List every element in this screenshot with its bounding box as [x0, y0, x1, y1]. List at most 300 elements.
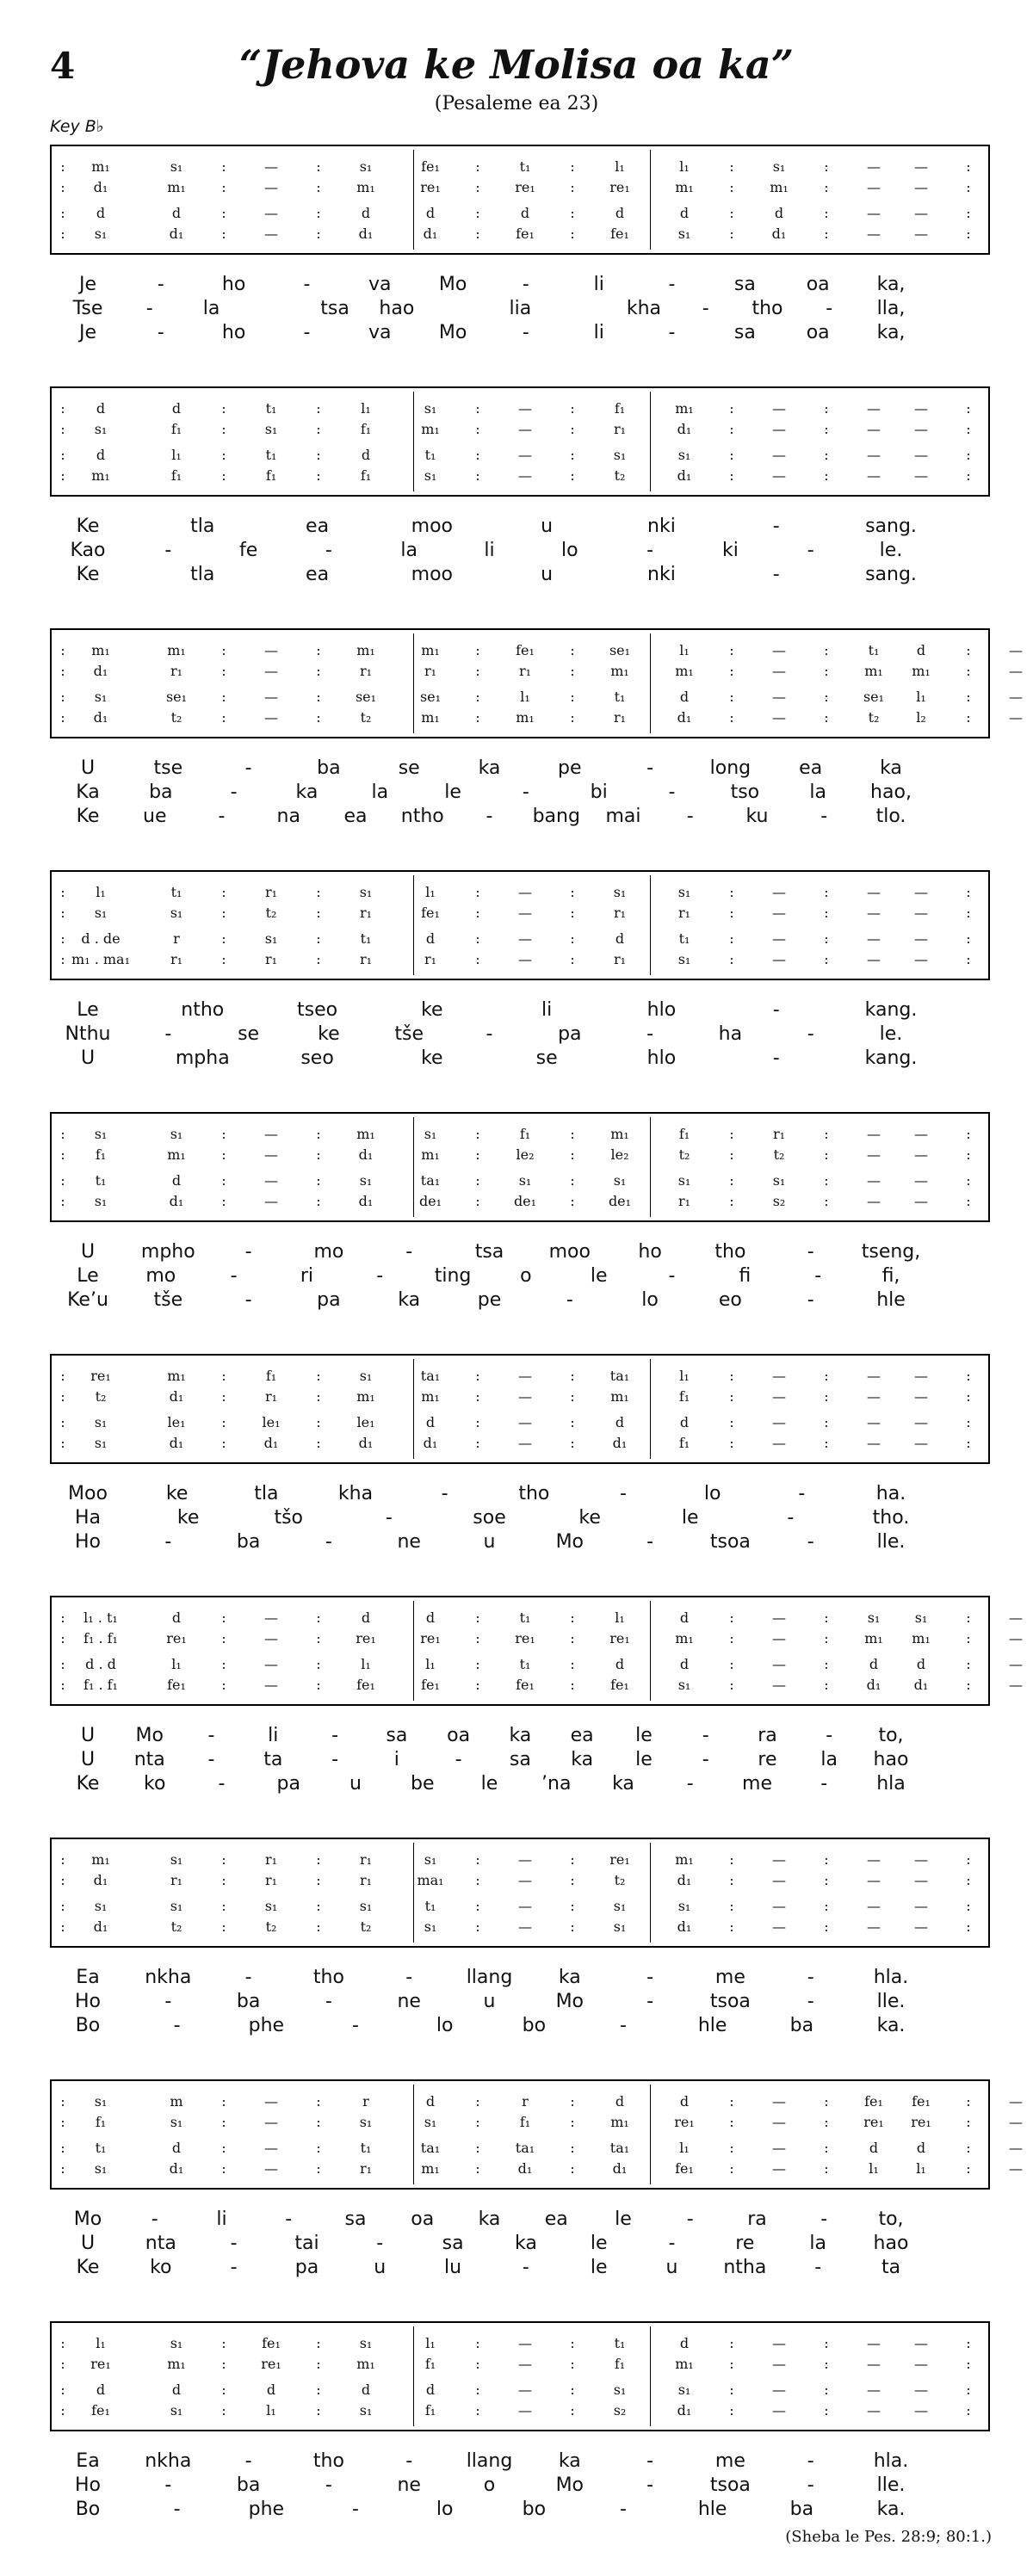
solfa-note: — [914, 158, 928, 175]
solfa-note: d [916, 1656, 926, 1672]
solfa-note: : [221, 663, 226, 679]
solfa-note: : [729, 1435, 734, 1451]
solfa-note: : [475, 2160, 480, 2177]
solfa-note: : [729, 642, 734, 658]
solfa-note: : [570, 689, 575, 705]
lyric-syllable: Ho [74, 2474, 102, 2496]
solfa-note: r₁ [613, 951, 627, 967]
solfa-note: — [914, 421, 928, 437]
solfa-note: t₁ [265, 400, 277, 417]
solfa-note: s₁ [94, 2093, 108, 2110]
solfa-note: : [966, 179, 971, 195]
solfa-note: : [475, 905, 480, 921]
solfa-note: : [570, 447, 575, 463]
solfa-note: : [966, 400, 971, 417]
solfa-note: f₁ [170, 467, 182, 484]
lyric-syllable: ea [544, 2208, 568, 2230]
solfa-note: : [729, 951, 734, 967]
solfa-note: — [518, 2335, 532, 2351]
solfa-note: r₁ [359, 1872, 373, 1888]
lyric-syllable: le [444, 781, 461, 803]
solfa-note: : [570, 2402, 575, 2418]
lyric-syllable: - [244, 1241, 252, 1263]
solfa-note: d₁ [93, 179, 108, 195]
solfa-note: m₁ [864, 1630, 883, 1646]
lyric-syllable: ba [317, 757, 341, 779]
solfa-note: d₁ [771, 225, 787, 242]
solfa-note: r₁ [170, 663, 183, 679]
solfa-note: — [772, 2114, 786, 2130]
solfa-note: ta₁ [420, 2140, 441, 2156]
solfa-note: : [966, 205, 971, 221]
lyric-syllable: hao [873, 1749, 909, 1770]
solfa-note: — [772, 1656, 786, 1672]
solfa-note: d [679, 2335, 690, 2351]
solfa-note: l₁ [679, 2140, 690, 2156]
solfa-note: : [221, 1388, 226, 1405]
lyric-syllable: tla [190, 516, 215, 537]
lyric-syllable: sa [733, 322, 756, 343]
solfa-note: — [772, 1918, 786, 1935]
solfa-note: : [729, 1193, 734, 1209]
solfa-note: : [60, 1414, 65, 1430]
lyric-syllable: - [787, 1507, 795, 1529]
lyric-syllable: - [620, 2015, 627, 2036]
lyric-syllable: U [80, 757, 96, 779]
solfa-note: s₂ [613, 2402, 627, 2418]
solfa-note: : [966, 1851, 971, 1868]
solfa-note: r₁ [359, 951, 373, 967]
solfa-note: — [772, 421, 786, 437]
solfa-note: : [966, 2114, 971, 2130]
lyric-syllable: ko [144, 1773, 166, 1795]
lyric-syllable: le [615, 2208, 632, 2230]
solfa-note: : [316, 663, 321, 679]
solfa-note: — [518, 1388, 532, 1405]
solfa-note: — [914, 2356, 928, 2372]
solfa-note: : [966, 1388, 971, 1405]
solfa-note: — [264, 2140, 278, 2156]
solfa-note: l₂ [916, 709, 926, 726]
solfa-note: r [362, 2093, 369, 2110]
solfa-note: : [824, 1677, 829, 1693]
lyric-syllable: U [80, 1047, 96, 1069]
solfa-note: r₁ [359, 905, 373, 921]
solfa-note: — [518, 930, 532, 947]
barline [650, 1601, 651, 1701]
solfa-note: d [425, 1414, 436, 1430]
lyric-syllable: lle. [876, 1991, 906, 2012]
solfa-note: : [475, 1656, 480, 1672]
barline [413, 633, 414, 733]
lyric-syllable: - [814, 1265, 822, 1287]
lyric-syllable: fi [739, 1265, 752, 1287]
solfa-note: — [264, 2160, 278, 2177]
solfa-note: re₁ [356, 1630, 376, 1646]
lyric-syllable: sa [386, 1725, 408, 1746]
solfa-note: — [518, 1435, 532, 1451]
solfa-note: — [772, 930, 786, 947]
footer-reference: (Sheba le Pes. 28:9; 80:1.) [785, 2528, 992, 2546]
solfa-note: : [60, 1172, 65, 1189]
solfa-note: m₁ [610, 663, 629, 679]
solfa-note: — [1009, 2114, 1023, 2130]
lyric-syllable: ke [176, 1507, 200, 1529]
solfa-note: : [60, 884, 65, 900]
lyric-syllable: pa [276, 1773, 300, 1795]
lyric-syllable: ka [880, 757, 902, 779]
lyric-syllable: sa [733, 274, 756, 295]
solfa-note: : [570, 1193, 575, 1209]
lyric-syllable: long [709, 757, 752, 779]
lyric-syllable: phe [248, 2015, 285, 2036]
lyric-syllable: - [807, 1289, 814, 1311]
solfa-note: f₁ [265, 1368, 277, 1384]
lyric-syllable: Bo [75, 2499, 101, 2520]
solfa-note: s₁ [94, 1898, 108, 1914]
solfa-note: — [867, 1851, 881, 1868]
solfa-note: : [60, 1872, 65, 1888]
solfa-note: s₁ [914, 1609, 928, 1626]
solfa-note: : [60, 642, 65, 658]
solfa-note: : [824, 447, 829, 463]
solfa-note: : [316, 421, 321, 437]
lyric-syllable: Moo [68, 1483, 108, 1504]
solfa-note: : [60, 447, 65, 463]
solfa-note: t₂ [265, 1918, 277, 1935]
solfa-note: : [60, 2335, 65, 2351]
solfa-note: — [1009, 1677, 1023, 1693]
solfa-note: d₁ [612, 1435, 628, 1451]
lyric-syllable: la [820, 1749, 838, 1770]
solfa-note: s₁ [613, 884, 627, 900]
lyric-syllable: mpho [140, 1241, 195, 1263]
solfa-note: — [1009, 1656, 1023, 1672]
barline [650, 1843, 651, 1943]
solfa-note: r₁ [264, 1872, 278, 1888]
solfa-note: f₁ [678, 1435, 690, 1451]
solfa-note: d [96, 2381, 106, 2398]
solfa-note: fe₁ [167, 1677, 186, 1693]
solfa-note: t₂ [614, 1872, 626, 1888]
lyric-syllable: le. [879, 1023, 903, 1045]
lyric-syllable: ke [421, 999, 443, 1021]
solfa-note: : [475, 2140, 480, 2156]
solfa-note: — [1009, 709, 1023, 726]
lyric-syllable: ka, [876, 322, 906, 343]
lyric-syllable: - [646, 1531, 654, 1553]
solfa-note: : [475, 179, 480, 195]
solfa-note: — [772, 884, 786, 900]
solfa-note: m₁ [167, 1146, 186, 1163]
solfa-note: : [475, 1898, 480, 1914]
solfa-note: : [966, 905, 971, 921]
solfa-note: — [914, 1435, 928, 1451]
solfa-note: : [316, 400, 321, 417]
solfa-note: — [264, 205, 278, 221]
solfa-note: — [264, 2093, 278, 2110]
solfa-note: re₁ [609, 1630, 630, 1646]
lyric-syllable: Bo [75, 2015, 101, 2036]
solfa-note: : [475, 1918, 480, 1935]
solfa-note: : [824, 709, 829, 726]
solfa-note: : [316, 1898, 321, 1914]
solfa-note: — [914, 1872, 928, 1888]
lyric-syllable: ea [570, 1725, 594, 1746]
lyric-syllable: fi, [881, 1265, 900, 1287]
solfa-note: r₁ [359, 1851, 373, 1868]
solfa-note: s₁ [424, 1851, 437, 1868]
lyric-syllable: ba [149, 781, 173, 803]
solfa-note: : [475, 1609, 480, 1626]
solfa-note: ma₁ [417, 1872, 444, 1888]
solfa-note: m₁ [675, 1851, 694, 1868]
solfa-note: — [772, 2381, 786, 2398]
solfa-note: l₁ [361, 400, 371, 417]
lyric-syllable: nkha [145, 2450, 192, 2472]
solfa-note: : [570, 2114, 575, 2130]
solfa-note: t₁ [265, 447, 277, 463]
solfa-note: — [914, 1172, 928, 1189]
solfa-note: — [914, 467, 928, 484]
lyric-syllable: eo [718, 1289, 742, 1311]
solfa-note: s₁ [424, 1126, 437, 1142]
lyric-syllable: - [702, 1749, 709, 1770]
solfa-note: — [518, 905, 532, 921]
lyric-syllable: pa [558, 1023, 582, 1045]
lyric-syllable: lo [703, 1483, 721, 1504]
lyric-syllable: kang. [864, 1047, 918, 1069]
solfa-note: — [867, 951, 881, 967]
solfa-note: : [316, 1630, 321, 1646]
solfa-note: — [1009, 663, 1023, 679]
solfa-note: : [60, 205, 65, 221]
solfa-note: : [824, 400, 829, 417]
lyric-syllable: oa [806, 274, 830, 295]
solfa-note: — [914, 400, 928, 417]
lyric-syllable: tai [294, 2233, 319, 2254]
solfa-note: : [221, 951, 226, 967]
solfa-note: : [60, 421, 65, 437]
solfa-note: s₁ [613, 447, 627, 463]
solfa-note: : [221, 642, 226, 658]
solfa-note: d [171, 1172, 182, 1189]
solfa-note: s₁ [94, 1414, 108, 1430]
lyric-syllable: me [714, 1967, 745, 1988]
solfa-note: : [729, 1677, 734, 1693]
lyric-syllable: hlo [646, 1047, 677, 1069]
solfa-note: — [1009, 1630, 1023, 1646]
solfa-note: : [966, 2140, 971, 2156]
lyric-syllable: ntho [181, 999, 225, 1021]
solfa-note: fe₁ [912, 2093, 931, 2110]
lyric-syllable: lo [561, 540, 578, 561]
lyric-syllable: - [686, 806, 694, 827]
lyric-syllable: hle [697, 2015, 727, 2036]
solfa-note: : [221, 1368, 226, 1384]
solfa-note: — [914, 1368, 928, 1384]
lyric-syllable: to, [878, 1725, 904, 1746]
solfa-note: — [264, 1609, 278, 1626]
solfa-note: d [869, 1656, 879, 1672]
solfa-note: t₁ [614, 689, 626, 705]
solfa-note: : [729, 400, 734, 417]
lyric-syllable: mai [605, 806, 641, 827]
solfa-note: : [824, 2356, 829, 2372]
solfa-note: s₁ [170, 158, 183, 175]
solfa-note: : [824, 179, 829, 195]
solfa-note: : [729, 1898, 734, 1914]
lyric-syllable: ko [150, 2257, 172, 2278]
solfa-note: — [264, 225, 278, 242]
solfa-note: : [60, 467, 65, 484]
lyric-syllable: - [164, 2474, 172, 2496]
lyric-syllable: Je [78, 322, 97, 343]
solfa-note: — [1009, 2160, 1023, 2177]
barline [650, 1117, 651, 1217]
solfa-note: — [772, 951, 786, 967]
solfa-note: l₁ [679, 158, 690, 175]
solfa-note: d₁ [93, 1872, 108, 1888]
solfa-note: m₁ [675, 179, 694, 195]
solfa-note: : [221, 689, 226, 705]
solfa-note: m₁ [356, 179, 375, 195]
solfa-note: : [966, 663, 971, 679]
solfa-note: : [60, 1435, 65, 1451]
solfa-note: — [914, 1898, 928, 1914]
solfa-note: : [60, 179, 65, 195]
lyric-syllable: ka [478, 2208, 501, 2230]
solfa-note: m₁ [421, 709, 440, 726]
solfa-note: : [475, 1630, 480, 1646]
solfa-note: : [60, 1898, 65, 1914]
solfa-note: fe₁ [675, 2160, 694, 2177]
lyric-syllable: ba [236, 1991, 261, 2012]
solfa-note: : [475, 400, 480, 417]
solfa-note: : [316, 884, 321, 900]
solfa-note: fe₁ [421, 158, 440, 175]
lyric-syllable: Ho [74, 1531, 102, 1553]
solfa-note: — [518, 951, 532, 967]
solfa-note: : [966, 2381, 971, 2398]
hymn-number: 4 [50, 45, 76, 87]
solfa-note: — [867, 1435, 881, 1451]
solfa-note: : [824, 467, 829, 484]
lyric-syllable: ue [143, 806, 167, 827]
solfa-note: d [679, 689, 690, 705]
lyric-syllable: va [368, 322, 392, 343]
solfa-note: d [425, 205, 436, 221]
solfa-note: : [316, 709, 321, 726]
lyric-syllable: ra [758, 1725, 777, 1746]
solfa-note: — [867, 158, 881, 175]
solfa-note: t₁ [170, 884, 182, 900]
solfa-note: — [867, 1368, 881, 1384]
lyric-syllable: soe [473, 1507, 506, 1529]
solfa-note: m₁ [421, 1146, 440, 1163]
solfa-note: r₁ [359, 663, 373, 679]
lyric-syllable: seo [300, 1047, 334, 1069]
lyric-syllable: u [374, 2257, 387, 2278]
solfa-note: : [570, 1414, 575, 1430]
solfa-note: f₁ [424, 2402, 436, 2418]
solfa-note: r₁ [264, 1388, 278, 1405]
solfa-note: : [729, 1388, 734, 1405]
solfa-note: de₁ [608, 1193, 632, 1209]
lyric-syllable: tšo [274, 1507, 304, 1529]
solfa-note: — [867, 884, 881, 900]
solfa-note: — [1009, 2093, 1023, 2110]
lyric-syllable: - [646, 1991, 654, 2012]
solfa-note: — [1009, 1609, 1023, 1626]
lyric-syllable: - [620, 2499, 627, 2520]
solfa-note: — [264, 2114, 278, 2130]
lyric-syllable: re [758, 1749, 777, 1770]
solfa-note: r₁ [772, 1126, 786, 1142]
lyric-syllable: - [686, 1773, 694, 1795]
solfa-note: : [570, 1172, 575, 1189]
lyric-syllable: - [325, 1531, 332, 1553]
solfa-note: s₁ [359, 2402, 373, 2418]
lyric-syllable: - [566, 1289, 573, 1311]
solfa-note: d [361, 205, 371, 221]
solfa-note: r₁ [359, 2160, 373, 2177]
solfa-note: r [173, 930, 180, 947]
solfa-note: m₁ [610, 1388, 629, 1405]
lyric-syllable: - [772, 516, 780, 537]
solfa-note: s₂ [772, 1193, 786, 1209]
solfa-note: : [221, 179, 226, 195]
solfa-note: : [966, 642, 971, 658]
solfa-note: : [221, 2114, 226, 2130]
solfa-note: d [615, 930, 625, 947]
solfa-note: t₁ [95, 1172, 107, 1189]
solfa-note: : [475, 2093, 480, 2110]
solfa-note: r₁ [677, 905, 691, 921]
solfa-note: d . de [81, 930, 121, 947]
solfa-note: de₁ [418, 1193, 442, 1209]
solfa-note: : [824, 2335, 829, 2351]
solfa-note: le₂ [610, 1146, 629, 1163]
lyric-syllable: ki [721, 540, 739, 561]
solfa-note: d [171, 400, 182, 417]
solfa-note: s₁ [613, 1172, 627, 1189]
lyric-syllable: nki [647, 516, 676, 537]
solfa-note: — [867, 447, 881, 463]
solfa-note: : [570, 1388, 575, 1405]
solfa-note: : [316, 225, 321, 242]
lyric-syllable: u [541, 516, 554, 537]
solfa-note: d [171, 1609, 182, 1626]
solfa-note: : [824, 689, 829, 705]
lyric-syllable: - [686, 2208, 694, 2230]
solfa-note: : [570, 205, 575, 221]
solfa-note: : [570, 930, 575, 947]
solfa-note: d [266, 2381, 276, 2398]
solfa-note: : [221, 225, 226, 242]
lyric-syllable: ka [612, 1773, 634, 1795]
solfa-note: — [867, 1172, 881, 1189]
solfa-note: — [914, 2402, 928, 2418]
lyric-syllable: lo [641, 1289, 659, 1311]
solfa-note: : [221, 2356, 226, 2372]
solfa-note: d₁ [913, 1677, 929, 1693]
lyric-syllable: Ke’u [67, 1289, 108, 1311]
solfa-note: : [316, 467, 321, 484]
lyric-syllable: - [230, 1265, 238, 1287]
solfa-note: d [679, 1656, 690, 1672]
solfa-note: f₁ [265, 467, 277, 484]
